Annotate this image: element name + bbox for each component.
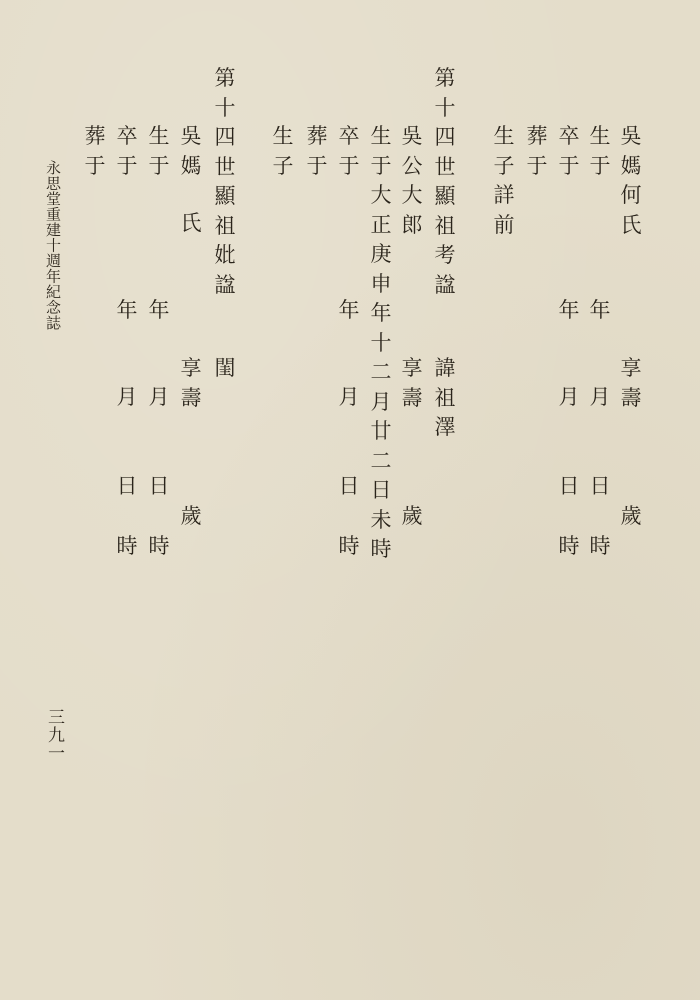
glyph: 申	[370, 271, 392, 296]
record3-age-unit-glyph: 歲	[180, 504, 202, 528]
glyph: 吳	[180, 124, 202, 148]
record1-age-unit-glyph: 歲	[620, 504, 642, 528]
glyph: 庚	[370, 242, 392, 266]
glyph: 日	[370, 478, 392, 502]
record2-taboo-name-glyph: 祖	[434, 385, 456, 410]
glyph: 年	[558, 298, 580, 322]
glyph: 卒	[338, 124, 360, 148]
glyph: 祖	[214, 213, 236, 238]
page-number: 三九一	[44, 708, 64, 762]
glyph: 諡	[434, 272, 456, 297]
record2-taboo-name-glyph: 諱	[434, 356, 456, 380]
glyph: 時	[370, 537, 392, 561]
glyph: 公	[401, 153, 423, 178]
glyph: 時	[589, 534, 611, 558]
glyph: 郎	[401, 212, 423, 237]
glyph: 妣	[214, 243, 236, 267]
glyph: 二	[370, 360, 392, 384]
glyph: 葬	[84, 124, 106, 148]
glyph: 葬	[526, 124, 548, 148]
glyph: 年	[116, 298, 138, 322]
glyph: 年	[338, 298, 360, 322]
glyph: 吳	[620, 124, 642, 148]
glyph: 年	[148, 298, 170, 322]
glyph: 吳	[401, 124, 423, 148]
glyph: 子	[493, 153, 515, 178]
glyph: 卒	[116, 124, 138, 148]
glyph: 于	[306, 153, 328, 178]
glyph: 十	[370, 330, 392, 355]
record3-boudoir-glyph: 閨	[214, 356, 236, 380]
glyph: 顯	[434, 184, 456, 208]
glyph: 葬	[306, 124, 328, 148]
glyph: 何	[620, 183, 642, 207]
glyph: 生	[589, 124, 611, 148]
glyph: 于	[338, 153, 360, 178]
glyph: 日	[116, 474, 138, 498]
glyph: 日	[589, 474, 611, 498]
glyph: 生	[148, 124, 170, 148]
glyph: 于	[116, 153, 138, 178]
glyph: 大	[370, 183, 392, 207]
record2-enjoyed-age-glyph: 壽	[401, 385, 423, 410]
glyph: 月	[148, 385, 170, 409]
glyph: 于	[84, 153, 106, 178]
glyph: 世	[434, 154, 456, 179]
glyph: 時	[558, 534, 580, 558]
glyph: 時	[148, 534, 170, 558]
glyph: 十	[434, 95, 456, 120]
glyph: 時	[116, 534, 138, 558]
glyph: 生	[493, 124, 515, 148]
glyph: 生	[370, 124, 392, 148]
glyph: 月	[589, 385, 611, 409]
glyph: 廿	[370, 419, 392, 443]
record2-age-unit-glyph: 歲	[401, 504, 423, 528]
glyph: 月	[338, 385, 360, 409]
glyph: 第	[434, 66, 456, 90]
glyph: 考	[434, 243, 456, 267]
glyph: 日	[148, 474, 170, 498]
glyph: 四	[214, 125, 236, 149]
glyph: 氏	[620, 212, 642, 237]
record2-taboo-name-glyph: 澤	[434, 415, 456, 439]
glyph: 二	[370, 448, 392, 473]
glyph: 于	[370, 153, 392, 178]
record2-enjoyed-age-glyph: 享	[401, 356, 423, 380]
glyph: 顯	[214, 184, 236, 208]
glyph: 日	[338, 474, 360, 498]
glyph: 祖	[434, 213, 456, 238]
glyph: 未	[370, 507, 392, 532]
glyph: 月	[558, 385, 580, 409]
glyph: 于	[589, 153, 611, 178]
glyph: 于	[148, 153, 170, 178]
glyph: 月	[370, 389, 392, 414]
glyph: 生	[272, 124, 294, 148]
margin-title: 永思堂重建十週年紀念誌	[44, 160, 62, 331]
glyph: 四	[434, 125, 456, 149]
glyph: 子	[272, 153, 294, 178]
glyph: 氏	[180, 211, 202, 235]
glyph: 前	[493, 212, 515, 237]
glyph: 年	[370, 301, 392, 325]
record3-enjoyed-age-glyph: 壽	[180, 385, 202, 410]
glyph: 媽	[180, 153, 202, 178]
glyph: 大	[401, 183, 423, 207]
glyph: 正	[370, 212, 392, 237]
glyph: 于	[526, 153, 548, 178]
glyph: 時	[338, 534, 360, 558]
glyph: 月	[116, 385, 138, 409]
glyph: 諡	[214, 272, 236, 297]
glyph: 詳	[493, 183, 515, 207]
glyph: 第	[214, 66, 236, 90]
glyph: 于	[558, 153, 580, 178]
record3-enjoyed-age-glyph: 享	[180, 356, 202, 380]
glyph: 世	[214, 154, 236, 179]
glyph: 十	[214, 95, 236, 120]
glyph: 年	[589, 298, 611, 322]
record1-enjoyed-age-glyph: 享	[620, 356, 642, 380]
glyph: 日	[558, 474, 580, 498]
glyph: 卒	[558, 124, 580, 148]
record1-enjoyed-age-glyph: 壽	[620, 385, 642, 410]
glyph: 媽	[620, 153, 642, 178]
